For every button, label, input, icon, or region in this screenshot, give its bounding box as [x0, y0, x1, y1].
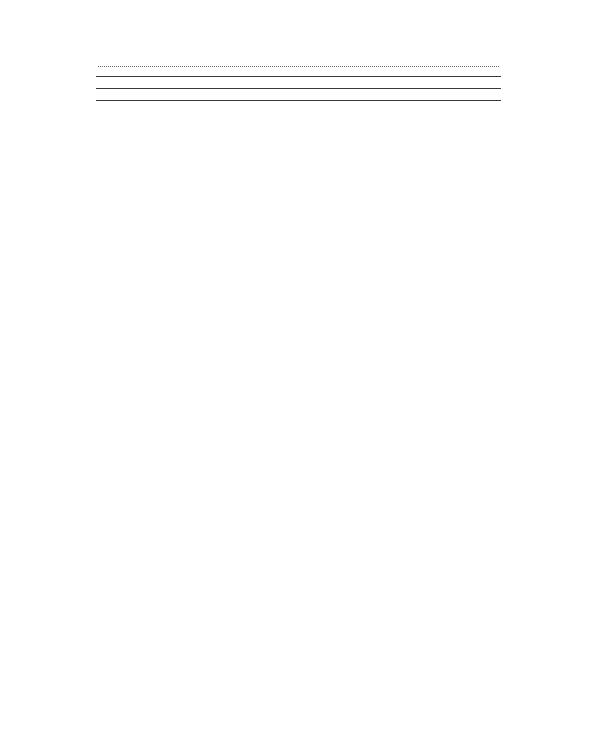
- chapter-17-block: [96, 88, 501, 94]
- table-of-contents: [96, 44, 501, 106]
- chapter-18-block: [96, 100, 501, 106]
- dot-leader: [98, 66, 499, 67]
- toc-section-entry[interactable]: [96, 66, 501, 70]
- chapter-16-block: [96, 76, 501, 82]
